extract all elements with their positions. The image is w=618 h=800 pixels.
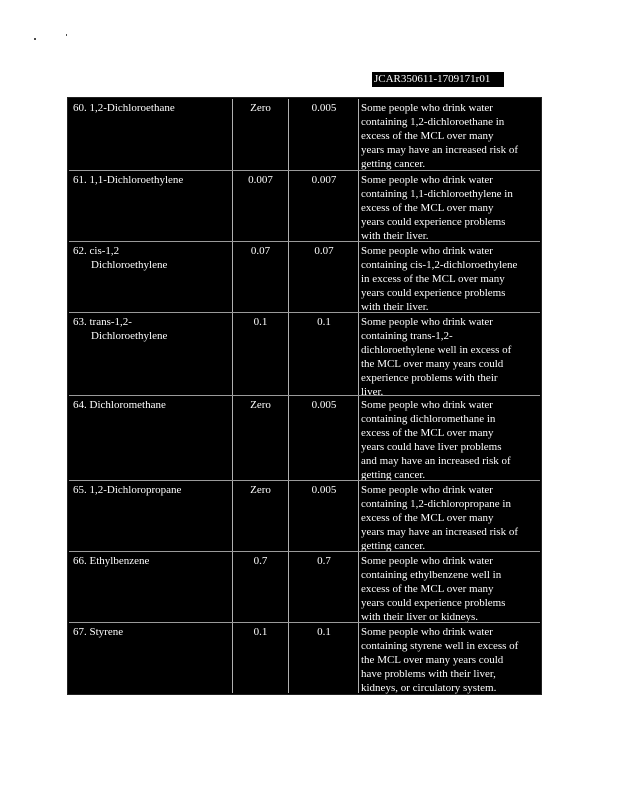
health-effect-line: containing dichloromethane in (361, 413, 496, 426)
document-id: JCAR350611-1709171r01 (372, 72, 504, 87)
health-effect-line: with their liver. (361, 230, 429, 243)
health-effect-line: getting cancer. (361, 540, 426, 553)
mcl-value: 0.007 (311, 174, 337, 186)
table-row (69, 241, 540, 313)
health-effect-text (361, 101, 538, 171)
mclg-value: 0.1 (253, 316, 268, 328)
health-effect-line: years may have an increased risk of (361, 526, 518, 539)
table-row (69, 99, 540, 170)
health-effect-line: the MCL over many years could (361, 654, 504, 667)
mcl-value: 0.7 (317, 555, 331, 567)
health-effect-line: have problems with their liver, (361, 668, 496, 681)
contaminant-name (73, 554, 233, 568)
contaminant-name (73, 101, 233, 115)
health-effect-line: with their liver. (361, 301, 429, 314)
table-row (69, 170, 540, 242)
health-effect-line: dichloroethylene well in excess of (361, 344, 512, 357)
mcl-value: 0.07 (314, 245, 334, 257)
mclg-value: 0.07 (250, 245, 271, 257)
contaminant-name-line: 61. 1,1-Dichloroethylene (73, 174, 184, 186)
mclg-value: 0.1 (253, 626, 268, 638)
mcl-value: 0.1 (317, 626, 331, 638)
contaminant-name (73, 398, 233, 412)
health-effect-line: containing ethylbenzene well in (361, 569, 502, 582)
health-effect-line: and may have an increased risk of (361, 455, 511, 468)
health-effect-line: years could experience problems (361, 216, 506, 229)
table-row (69, 622, 540, 694)
health-effect-line: Some people who drink water (361, 245, 493, 257)
health-effect-line: excess of the MCL over many (361, 427, 494, 440)
mcl-value: 0.005 (311, 484, 337, 496)
mclg-value: Zero (250, 399, 271, 411)
health-effect-line: Some people who drink water (361, 626, 493, 638)
health-effect-line: containing 1,2-dichloropropane in (361, 498, 511, 511)
contaminant-name (73, 483, 233, 497)
health-effect-line: years could experience problems (361, 597, 506, 610)
health-effect-line: Some people who drink water (361, 174, 493, 186)
table-row (69, 480, 540, 552)
health-effect-line: years could experience problems (361, 287, 506, 300)
mcl-value: 0.1 (317, 316, 331, 328)
health-effect-line: excess of the MCL over many (361, 202, 494, 215)
mcl-value: 0.005 (311, 399, 337, 411)
health-effect-line: Some people who drink water (361, 399, 493, 411)
health-effect-text (361, 315, 538, 400)
health-effect-line: excess of the MCL over many (361, 583, 494, 596)
health-effect-line: containing styrene well in excess of (361, 640, 519, 653)
health-effect-line: containing trans-1,2- (361, 330, 453, 343)
table-row (69, 312, 540, 399)
health-effect-line: with their liver or kidneys. (361, 611, 479, 624)
contaminant-name-line: 64. Dichloromethane (73, 399, 166, 411)
contaminant-name (73, 315, 233, 343)
mclg-value: Zero (250, 484, 271, 496)
health-effect-line: containing 1,1-dichloroethylene in (361, 188, 513, 201)
health-effect-line: Some people who drink water (361, 484, 493, 496)
health-effect-line: containing 1,2-dichloroethane in (361, 116, 505, 129)
contaminant-name-line: Dichloroethylene (91, 330, 168, 343)
health-effect-line: excess of the MCL over many (361, 130, 494, 143)
mcl-value: 0.005 (311, 102, 337, 114)
health-effect-text (361, 173, 538, 243)
health-effect-text (361, 483, 538, 553)
scan-speck (34, 38, 36, 40)
health-effect-line: Some people who drink water (361, 102, 493, 114)
health-effect-line: excess of the MCL over many (361, 512, 494, 525)
table-row (69, 551, 540, 623)
contaminant-table (68, 98, 541, 694)
contaminant-name (73, 173, 233, 187)
mclg-value: 0.7 (253, 555, 268, 567)
contaminant-name (73, 625, 233, 639)
contaminant-name-line: 67. Styrene (73, 626, 124, 638)
contaminant-name-line: 66. Ethylbenzene (73, 555, 150, 567)
health-effect-line: getting cancer. (361, 158, 426, 171)
health-effect-text (361, 554, 538, 624)
health-effect-line: in excess of the MCL over many (361, 273, 505, 286)
health-effect-text (361, 625, 538, 695)
contaminant-name-line: 63. trans-1,2- (73, 316, 132, 328)
scan-speck (66, 34, 67, 36)
health-effect-text (361, 244, 538, 314)
health-effect-line: years may have an increased risk of (361, 144, 518, 157)
mclg-value: 0.007 (248, 174, 273, 186)
contaminant-name-line: 62. cis-1,2 (73, 245, 120, 257)
health-effect-line: containing cis-1,2-dichloroethylene (361, 259, 518, 272)
table-row (69, 395, 540, 481)
health-effect-line: the MCL over many years could (361, 358, 504, 371)
health-effect-line: kidneys, or circulatory system. (361, 682, 497, 695)
health-effect-line: getting cancer. (361, 469, 426, 482)
health-effect-line: Some people who drink water (361, 316, 493, 328)
health-effect-line: Some people who drink water (361, 555, 493, 567)
mclg-value: Zero (250, 102, 271, 114)
contaminant-name-line: 65. 1,2-Dichloropropane (73, 484, 182, 496)
contaminant-name-line: 60. 1,2-Dichloroethane (73, 102, 175, 114)
health-effect-line: experience problems with their (361, 372, 498, 385)
health-effect-line: years could have liver problems (361, 441, 502, 454)
health-effect-line: liver. (361, 386, 384, 399)
contaminant-name (73, 244, 233, 272)
contaminant-name-line: Dichloroethylene (91, 259, 168, 272)
health-effect-text (361, 398, 538, 483)
